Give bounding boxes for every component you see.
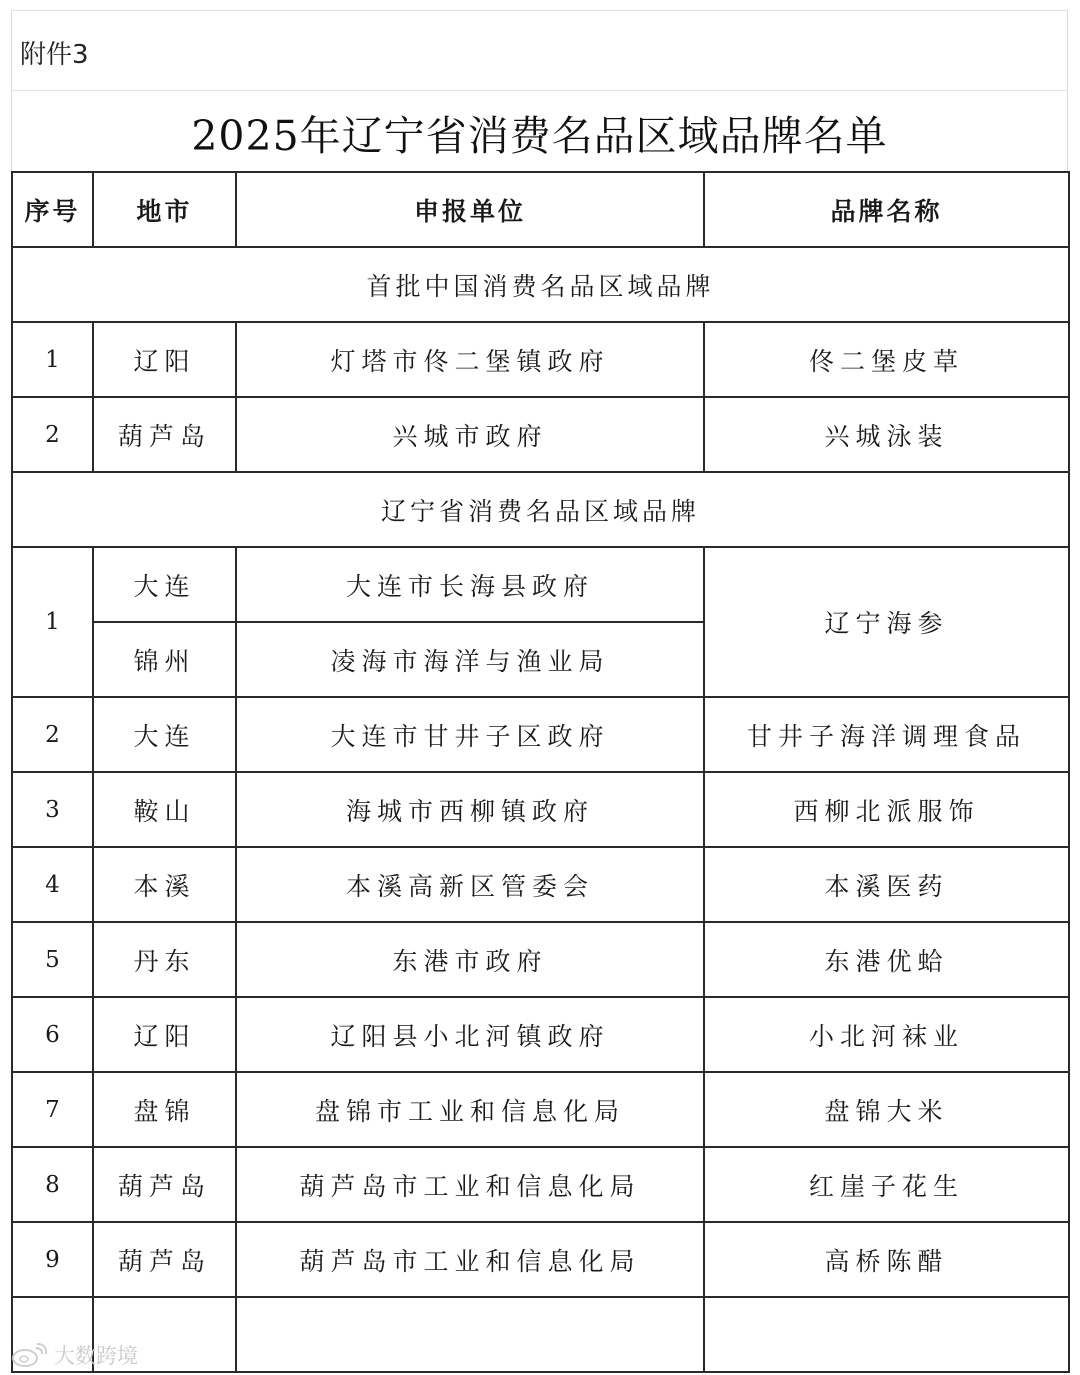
row-city: 辽阳 (93, 997, 236, 1072)
row-brand: 甘井子海洋调理食品 (704, 697, 1069, 772)
row-unit: 东港市政府 (236, 922, 704, 997)
row-seq: 5 (12, 922, 93, 997)
row-seq: 7 (12, 1072, 93, 1147)
section-heading-row (12, 472, 1069, 547)
watermark-text: 大数跨境 (54, 1344, 138, 1368)
watermark (10, 1340, 138, 1370)
table-row (12, 1147, 1069, 1222)
header-brand: 品牌名称 (704, 172, 1069, 247)
document-title: 2025年辽宁省消费名品区域品牌名单 (191, 112, 888, 160)
row-brand: 辽宁海参 (704, 547, 1069, 697)
row-unit: 盘锦市工业和信息化局 (236, 1072, 704, 1147)
table-row (12, 922, 1069, 997)
table-row (12, 1222, 1069, 1297)
row-brand: 高桥陈醋 (704, 1222, 1069, 1297)
header-divider (11, 90, 1068, 91)
row-brand: 东港优蛤 (704, 922, 1069, 997)
row-unit (236, 1297, 704, 1372)
row-seq: 1 (12, 547, 93, 697)
row-city: 葫芦岛 (93, 1147, 236, 1222)
table-row (12, 547, 1069, 622)
row-city: 锦州 (93, 622, 236, 697)
row-city: 大连 (93, 547, 236, 622)
row-brand: 红崖子花生 (704, 1147, 1069, 1222)
row-unit: 兴城市政府 (236, 397, 704, 472)
row-unit: 葫芦岛市工业和信息化局 (236, 1222, 704, 1297)
row-brand (704, 1297, 1069, 1372)
table-row (12, 847, 1069, 922)
row-city: 本溪 (93, 847, 236, 922)
row-unit: 灯塔市佟二堡镇政府 (236, 322, 704, 397)
weibo-icon (10, 1342, 48, 1368)
table-row (12, 772, 1069, 847)
row-unit: 凌海市海洋与渔业局 (236, 622, 704, 697)
header-city: 地市 (93, 172, 236, 247)
row-seq: 2 (12, 697, 93, 772)
row-brand: 兴城泳装 (704, 397, 1069, 472)
table-row (12, 397, 1069, 472)
row-brand: 西柳北派服饰 (704, 772, 1069, 847)
row-seq: 9 (12, 1222, 93, 1297)
header-unit: 申报单位 (236, 172, 704, 247)
row-brand: 本溪医药 (704, 847, 1069, 922)
attachment-label: 附件3 (20, 40, 89, 70)
row-city: 鞍山 (93, 772, 236, 847)
row-unit: 葫芦岛市工业和信息化局 (236, 1147, 704, 1222)
row-unit: 辽阳县小北河镇政府 (236, 997, 704, 1072)
table-row (12, 322, 1069, 397)
table-row (12, 997, 1069, 1072)
row-seq: 2 (12, 397, 93, 472)
row-seq: 3 (12, 772, 93, 847)
row-unit: 大连市甘井子区政府 (236, 697, 704, 772)
brand-list-table (11, 171, 1070, 1373)
table-row (12, 1072, 1069, 1147)
section-heading: 辽宁省消费名品区域品牌 (12, 472, 1069, 547)
row-seq: 1 (12, 322, 93, 397)
table-header-row (12, 172, 1069, 247)
section-heading-row (12, 247, 1069, 322)
row-city: 丹东 (93, 922, 236, 997)
row-city: 葫芦岛 (93, 1222, 236, 1297)
row-brand: 佟二堡皮草 (704, 322, 1069, 397)
section-heading: 首批中国消费名品区域品牌 (12, 247, 1069, 322)
header-seq: 序号 (12, 172, 93, 247)
row-brand: 盘锦大米 (704, 1072, 1069, 1147)
row-seq: 6 (12, 997, 93, 1072)
row-seq: 8 (12, 1147, 93, 1222)
row-city: 大连 (93, 697, 236, 772)
row-brand: 小北河袜业 (704, 997, 1069, 1072)
row-unit: 本溪高新区管委会 (236, 847, 704, 922)
row-city: 辽阳 (93, 322, 236, 397)
row-city: 葫芦岛 (93, 397, 236, 472)
table-row (12, 697, 1069, 772)
row-unit: 大连市长海县政府 (236, 547, 704, 622)
table-row (12, 1297, 1069, 1372)
row-seq: 4 (12, 847, 93, 922)
row-unit: 海城市西柳镇政府 (236, 772, 704, 847)
row-city: 盘锦 (93, 1072, 236, 1147)
